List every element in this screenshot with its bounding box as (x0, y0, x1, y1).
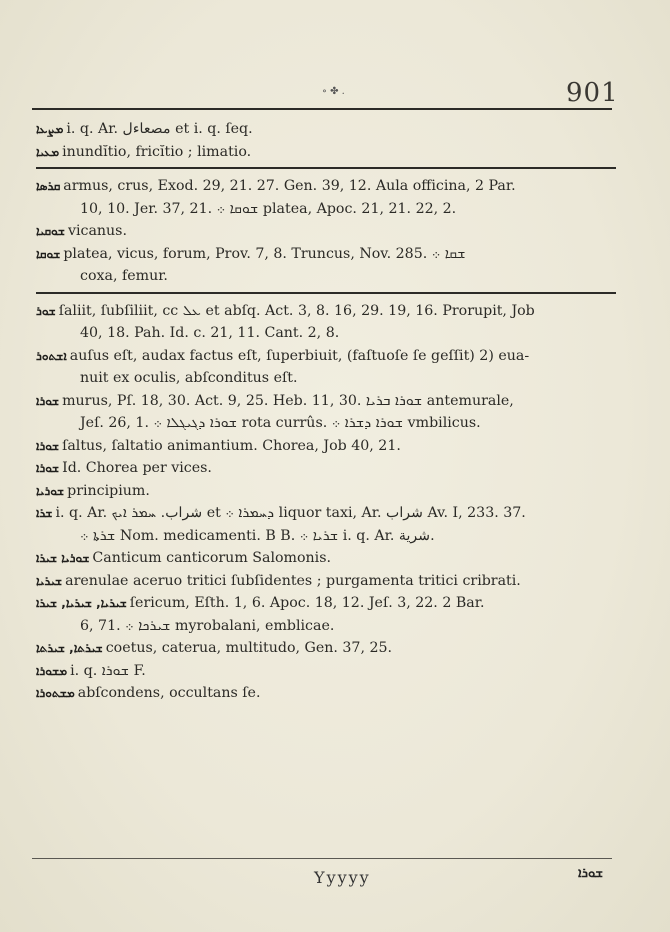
syriac-headword: ܫܝܪܝܐ (36, 573, 63, 588)
syriac-headword: ܫܘܪܐ (36, 393, 60, 408)
entry-text: ſaltus, ſaltatio animantium. Chorea, Job 40, 21. (62, 437, 401, 454)
header-ornament: ∘ ✤ . (322, 86, 345, 97)
section-rule (36, 292, 616, 294)
entry-line (36, 525, 616, 548)
entry-text: abſcondens, occultans ſe. (77, 685, 261, 701)
entry-line (36, 198, 616, 221)
entry-text: Id. Chorea per vices. (62, 460, 212, 476)
entry-line (36, 175, 616, 198)
entry-text: 10, 10. Jer. 37, 21. ܫܘܩܐ ܀ platea, Apoc. 21, 21. 22, 2. (80, 200, 457, 217)
entry-text: arenulae aceruo tritici ſubſidentes ; purgamenta tritici cribrati. (65, 572, 521, 589)
signature-mark: Yyyyy (314, 868, 371, 887)
syriac-headword: ܫܘܩܝܐ (36, 224, 65, 238)
entry-text: i. q. Ar. مصعاءل et i. q. ſeq. (66, 121, 253, 137)
page-number: 901 (566, 78, 619, 108)
syriac-headword: ܩܪܣܐ (36, 179, 61, 193)
entry-text: ſericum, Eſth. 1, 6. Apoc. 18, 12. Jeſ. 3, 22. 2 Bar. (129, 595, 485, 611)
entry-line (36, 547, 616, 570)
entry-text: principium. (67, 482, 150, 499)
entry-line (36, 390, 616, 413)
entry-line (36, 265, 616, 288)
syriac-headword: ܡܫܘܪܐ (36, 663, 68, 678)
entry-line (36, 570, 616, 593)
section-rule (36, 167, 616, 169)
entry-text: auſus eſt, audax factus eſt, ſuperbiuit, (faſtuoſe ſe geſſit) 2) eua- (69, 347, 530, 364)
syriac-headword: ܫܝܪܝܐ, ܫܝܪܝܐ, ܫܝܪܐ (36, 596, 127, 610)
entry-line (36, 367, 616, 390)
entry-line (36, 682, 616, 705)
entry-line (36, 220, 616, 243)
entry-text: 40, 18. Pah. Id. c. 21, 11. Cant. 2, 8. (80, 325, 340, 341)
entry-text: 6, 71. ܫܝܪܟܐ ܀ myrobalani, emblicae. (80, 617, 335, 634)
entry-text: murus, Pſ. 18, 30. Act. 9, 25. Heb. 11, 30. ܫܘܪܐ ܒܪܝܐ antemurale, (62, 392, 514, 409)
entry-text: ܫܪܬܐ ܀ Nom. medicamenti. B B. ܫܪܝܐ ܀ i. q. Ar. شرية. (80, 527, 435, 544)
entry-line (36, 141, 616, 164)
entry-line (36, 435, 616, 458)
syriac-headword: ܐܫܬܘܪ (36, 348, 67, 363)
entry-text: ſaliit, ſubſiliit, cc ܥܠ et abſq. Act. 3, 8. 16, 29. 19, 16. Prorupit, Job (58, 302, 535, 319)
syriac-headword: ܫܘܪܝܐ ܫܝܪܐ (36, 551, 90, 565)
entry-text: vicanus. (67, 223, 127, 239)
entry-text: Jeſ. 26, 1. ܫܘܪܐ ܕܓܝܓܠܐ ܀ rota currûs. ܫܘܪܐ ܕܫܪܐ ܀ vmbilicus. (80, 415, 481, 431)
entry-line (36, 412, 616, 435)
syriac-headword: ܡܥܝܐ (36, 144, 60, 159)
entry-line (36, 243, 616, 266)
entry-line (36, 345, 616, 368)
entry-line (36, 615, 616, 638)
entry-text: coetus, caterua, multitudo, Gen. 37, 25. (105, 640, 393, 656)
catchword: ܫܘܪܐ (578, 866, 604, 881)
header-rule (32, 108, 612, 110)
syriac-headword: ܫܘܪܐ (36, 438, 60, 453)
syriac-headword: ܫܘܪ (36, 303, 56, 318)
entry-text: nuit ex oculis, abſconditus eſt. (80, 370, 298, 386)
entry-text: coxa, femur. (80, 268, 168, 284)
syriac-headword: ܫܘܪܐ (36, 461, 60, 475)
footer-rule (32, 858, 612, 859)
entry-line (36, 118, 616, 141)
entry-line (36, 502, 616, 525)
entry-line (36, 637, 616, 660)
entry-text: inundĭtio, fricĭtio ; limatio. (62, 143, 252, 160)
dictionary-entries (36, 118, 616, 705)
syriac-headword: ܫܘܩܐ (36, 246, 61, 261)
entry-line (36, 592, 616, 615)
syriac-headword: ܫܪܐ (36, 506, 53, 520)
syriac-headword: ܡܫܬܘܪܐ (36, 686, 75, 700)
entry-line (36, 660, 616, 683)
entry-text: Canticum canticorum Salomonis. (92, 550, 331, 566)
syriac-headword: ܫܘܪܝܐ (36, 483, 65, 498)
entry-line (36, 322, 616, 345)
syriac-headword: ܫܝܪܬܐ, ܫܝܪܬܐ (36, 641, 103, 655)
entry-text: i. q. Ar. شراب. ܚܡܪ ܐܝܟ et ܕܚܡܪܐ ܀ liquor taxi, Ar. شراب Av. I, 233. 37. (55, 505, 526, 521)
syriac-headword: ܡܨܥܐ (36, 122, 64, 136)
entry-line (36, 300, 616, 323)
entry-line (36, 457, 616, 480)
entry-line (36, 480, 616, 503)
entry-text: armus, crus, Exod. 29, 21. 27. Gen. 39, 12. Aula officina, 2 Par. (63, 178, 516, 194)
entry-text: i. q. ܫܘܪܐ F. (70, 662, 146, 679)
entry-text: platea, vicus, forum, Prov. 7, 8. Truncus, Nov. 285. ܫܩܐ ܀ (63, 245, 466, 262)
